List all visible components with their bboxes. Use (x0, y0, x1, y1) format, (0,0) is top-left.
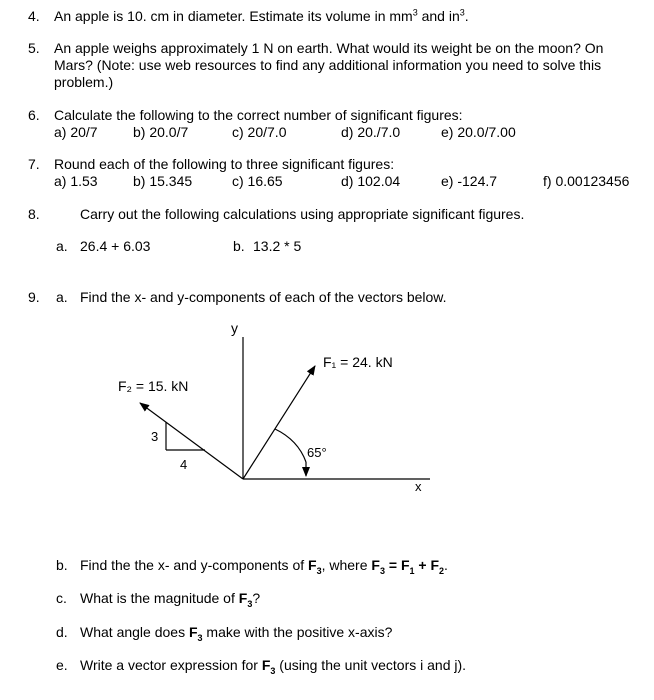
problem-6-part-e: e) 20.0/7.00 (441, 124, 516, 140)
y-axis-label: y (231, 320, 238, 336)
problem-4-text: An apple is 10. cm in diameter. Estimate its volume in $mm^3$ and $in^3$. (54, 7, 469, 24)
problem-8-number: 8. (28, 206, 40, 222)
problem-7-part-b: b) 15.345 (133, 173, 193, 189)
problem-9-c-label: c. (56, 590, 67, 606)
problem-5-line-3: problem.) (54, 74, 114, 90)
angle-label: 65° (307, 445, 327, 460)
problem-9-e-label: e. (56, 657, 68, 673)
problem-9-b-label: b. (56, 557, 68, 573)
problem-7-intro: Round each of the following to three significant figures: (54, 156, 395, 172)
problem-7-part-a: a) 1.53 (54, 173, 98, 189)
problem-9-d-label: d. (56, 624, 68, 640)
problem-6-intro: Calculate the following to the correct number of significant figures: (54, 107, 463, 123)
triangle-side-4: 4 (180, 457, 188, 472)
problem-7-part-c: c) 16.65 (232, 173, 283, 189)
problem-8-a-text: 26.4 + 6.03 (80, 238, 151, 254)
problem-9-c-text: What is the magnitude of $F_3$? (80, 590, 261, 609)
problem-9-d-text: What angle does $F_3$ make with the positive x-axis? (80, 624, 393, 643)
problem-7-number: 7. (28, 156, 40, 172)
problem-6-number: 6. (28, 107, 40, 123)
problem-9-b-text: Find the the x- and y-components of $F_3$, where $F_3 = F_1 + F_2$. (80, 557, 448, 576)
f1-label: F₁ = 24. kN (323, 354, 393, 370)
problem-8-b-text: 13.2 * 5 (253, 238, 302, 254)
x-axis-label: x (415, 479, 422, 494)
problem-5-number: 5. (28, 40, 40, 56)
problem-6-part-b: b) 20.0/7 (133, 124, 189, 140)
problem-9-e-text: Write a vector expression for $F_3$ (using the unit vectors i and j). (80, 657, 467, 676)
problem-9-a-text: Find the x- and y-components of each of the vectors below. (80, 289, 447, 305)
problem-5-line-2: Mars? (Note: use web resources to find any additional information you need to solve this (54, 57, 602, 73)
problem-8-intro: Carry out the following calculations using appropriate significant figures. (80, 206, 525, 222)
angle-arc (275, 429, 306, 462)
f2-label: F₂ = 15. kN (118, 378, 189, 394)
problem-9-a-label: a. (56, 289, 68, 305)
problem-8-a-label: a. (56, 238, 68, 254)
problem-8-b-label: b. (233, 238, 245, 254)
problem-6-part-a: a) 20/7 (54, 124, 98, 140)
problem-9-number: 9. (28, 289, 40, 305)
problem-7-part-e: e) -124.7 (441, 173, 498, 189)
problem-6-part-d: d) 20./7.0 (341, 124, 401, 140)
triangle-side-3: 3 (151, 429, 159, 444)
problem-4-number: 4. (28, 8, 40, 24)
problem-5-line-1: An apple weighs approximately 1 N on earth. What would its weight be on the moon? On (54, 40, 604, 56)
problem-7-part-f: f) 0.00123456 (543, 173, 630, 189)
problem-7-part-d: d) 102.04 (341, 173, 401, 189)
problem-6-part-c: c) 20/7.0 (232, 124, 287, 140)
f1-vector (243, 366, 315, 479)
